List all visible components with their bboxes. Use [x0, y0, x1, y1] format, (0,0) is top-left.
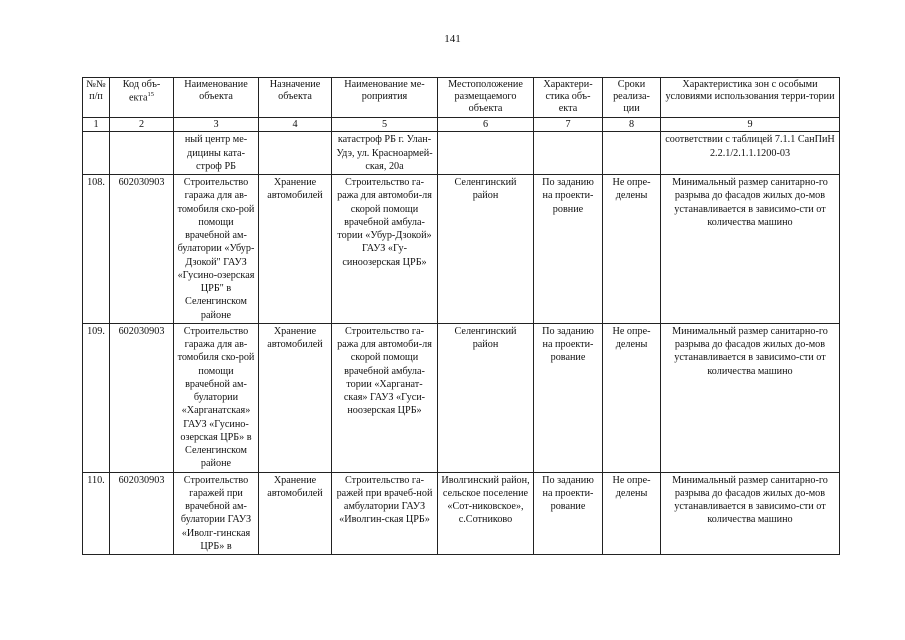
- table-row: [83, 175, 840, 324]
- cell-num: 108.: [83, 175, 110, 324]
- objects-table: [82, 77, 840, 555]
- table-row-continuation: [83, 132, 840, 175]
- column-number: 2: [110, 117, 174, 132]
- header-zones: Характеристика зон с особыми условиями использования терри-тории: [661, 78, 840, 118]
- cell-action: Строительство га-ража для автомоби-ля скорой помощи врачебной амбула-тории «Убур-Дзокой» ГАУЗ «Гу-синоозерская ЦРБ»: [332, 175, 438, 324]
- column-number-row: [83, 117, 840, 132]
- header-purpose: Назначение объекта: [259, 78, 332, 118]
- cell-code: 602030903: [110, 175, 174, 324]
- column-number: 5: [332, 117, 438, 132]
- header-location: Местоположение размещаемого объекта: [438, 78, 534, 118]
- header-characteristic: Характери-стика объ-екта: [534, 78, 603, 118]
- column-number: 8: [603, 117, 661, 132]
- cell-characteristic: [534, 132, 603, 175]
- cell-name: Строительство гаражей при врачебной ам-булатории ГАУЗ «Иволг-гинская ЦРБ» в: [174, 472, 259, 555]
- column-number: 3: [174, 117, 259, 132]
- cell-location: Селенгинский район: [438, 323, 534, 472]
- cell-action: Строительство га-ражей при врачеб-ной амбулатории ГАУЗ «Иволгин-ская ЦРБ»: [332, 472, 438, 555]
- cell-purpose: Хранение автомобилей: [259, 472, 332, 555]
- table-row: [83, 323, 840, 472]
- cell-zones: Минимальный размер санитарно-го разрыва до фасадов жилых до-мов устанавливается в зависимо-сти от количества машино: [661, 472, 840, 555]
- header-action: Наименование ме-роприятия: [332, 78, 438, 118]
- cell-location: Селенгинский район: [438, 175, 534, 324]
- cell-location: [438, 132, 534, 175]
- cell-num: [83, 132, 110, 175]
- cell-action: катастроф РБ г. Улан-Удэ, ул. Красноармей-ская, 20а: [332, 132, 438, 175]
- cell-characteristic: По заданию на проекти-рование: [534, 323, 603, 472]
- cell-zones: Минимальный размер санитарно-го разрыва до фасадов жилых до-мов устанавливается в зависимо-сти от количества машино: [661, 175, 840, 324]
- column-number: 1: [83, 117, 110, 132]
- cell-code: 602030903: [110, 323, 174, 472]
- cell-num: 110.: [83, 472, 110, 555]
- cell-purpose: Хранение автомобилей: [259, 175, 332, 324]
- cell-purpose: Хранение автомобилей: [259, 323, 332, 472]
- column-number: 4: [259, 117, 332, 132]
- header-row: [83, 78, 840, 118]
- header-deadline: Сроки реализа-ции: [603, 78, 661, 118]
- header-code-label: Код объ-екта: [122, 79, 161, 104]
- header-num: №№ п/п: [83, 78, 110, 118]
- cell-num: 109.: [83, 323, 110, 472]
- header-name: Наименование объекта: [174, 78, 259, 118]
- cell-characteristic: По заданию на проекти-ровние: [534, 175, 603, 324]
- column-number: 6: [438, 117, 534, 132]
- cell-deadline: [603, 132, 661, 175]
- cell-action: Строительство га-ража для автомоби-ля скорой помощи врачебной амбула-тории «Харганат-ская» ГАУЗ «Гуси-ноозерская ЦРБ»: [332, 323, 438, 472]
- footnote-ref: 15: [147, 91, 154, 99]
- cell-characteristic: По заданию на проекти-рование: [534, 472, 603, 555]
- cell-code: 602030903: [110, 472, 174, 555]
- column-number: 7: [534, 117, 603, 132]
- page-number: 141: [444, 33, 461, 45]
- cell-deadline: Не опре-делены: [603, 472, 661, 555]
- cell-deadline: Не опре-делены: [603, 323, 661, 472]
- cell-purpose: [259, 132, 332, 175]
- table-row: [83, 472, 840, 555]
- cell-deadline: Не опре-делены: [603, 175, 661, 324]
- cell-name: ный центр ме-дицины ката-строф РБ: [174, 132, 259, 175]
- cell-zones: Минимальный размер санитарно-го разрыва до фасадов жилых до-мов устанавливается в зависимо-сти от количества машино: [661, 323, 840, 472]
- cell-name: Строительство гаража для ав-томобиля ско-рой помощи врачебной ам-булатории «Харганатская» ГАУЗ «Гусино-озерская ЦРБ» в Селенгинском районе: [174, 323, 259, 472]
- cell-code: [110, 132, 174, 175]
- column-number: 9: [661, 117, 840, 132]
- cell-name: Строительство гаража для ав-томобиля ско-рой помощи врачебной ам-булатории «Убур-Дзокой" ГАУЗ «Гусино-озерская ЦРБ" в Селенгинском районе: [174, 175, 259, 324]
- header-code: [110, 78, 174, 118]
- cell-zones: соответствии с таблицей 7.1.1 СанПиН 2.2.1/2.1.1.1200-03: [661, 132, 840, 175]
- cell-location: Иволгинский район, сельское поселение «Сот-никовское», с.Сотниково: [438, 472, 534, 555]
